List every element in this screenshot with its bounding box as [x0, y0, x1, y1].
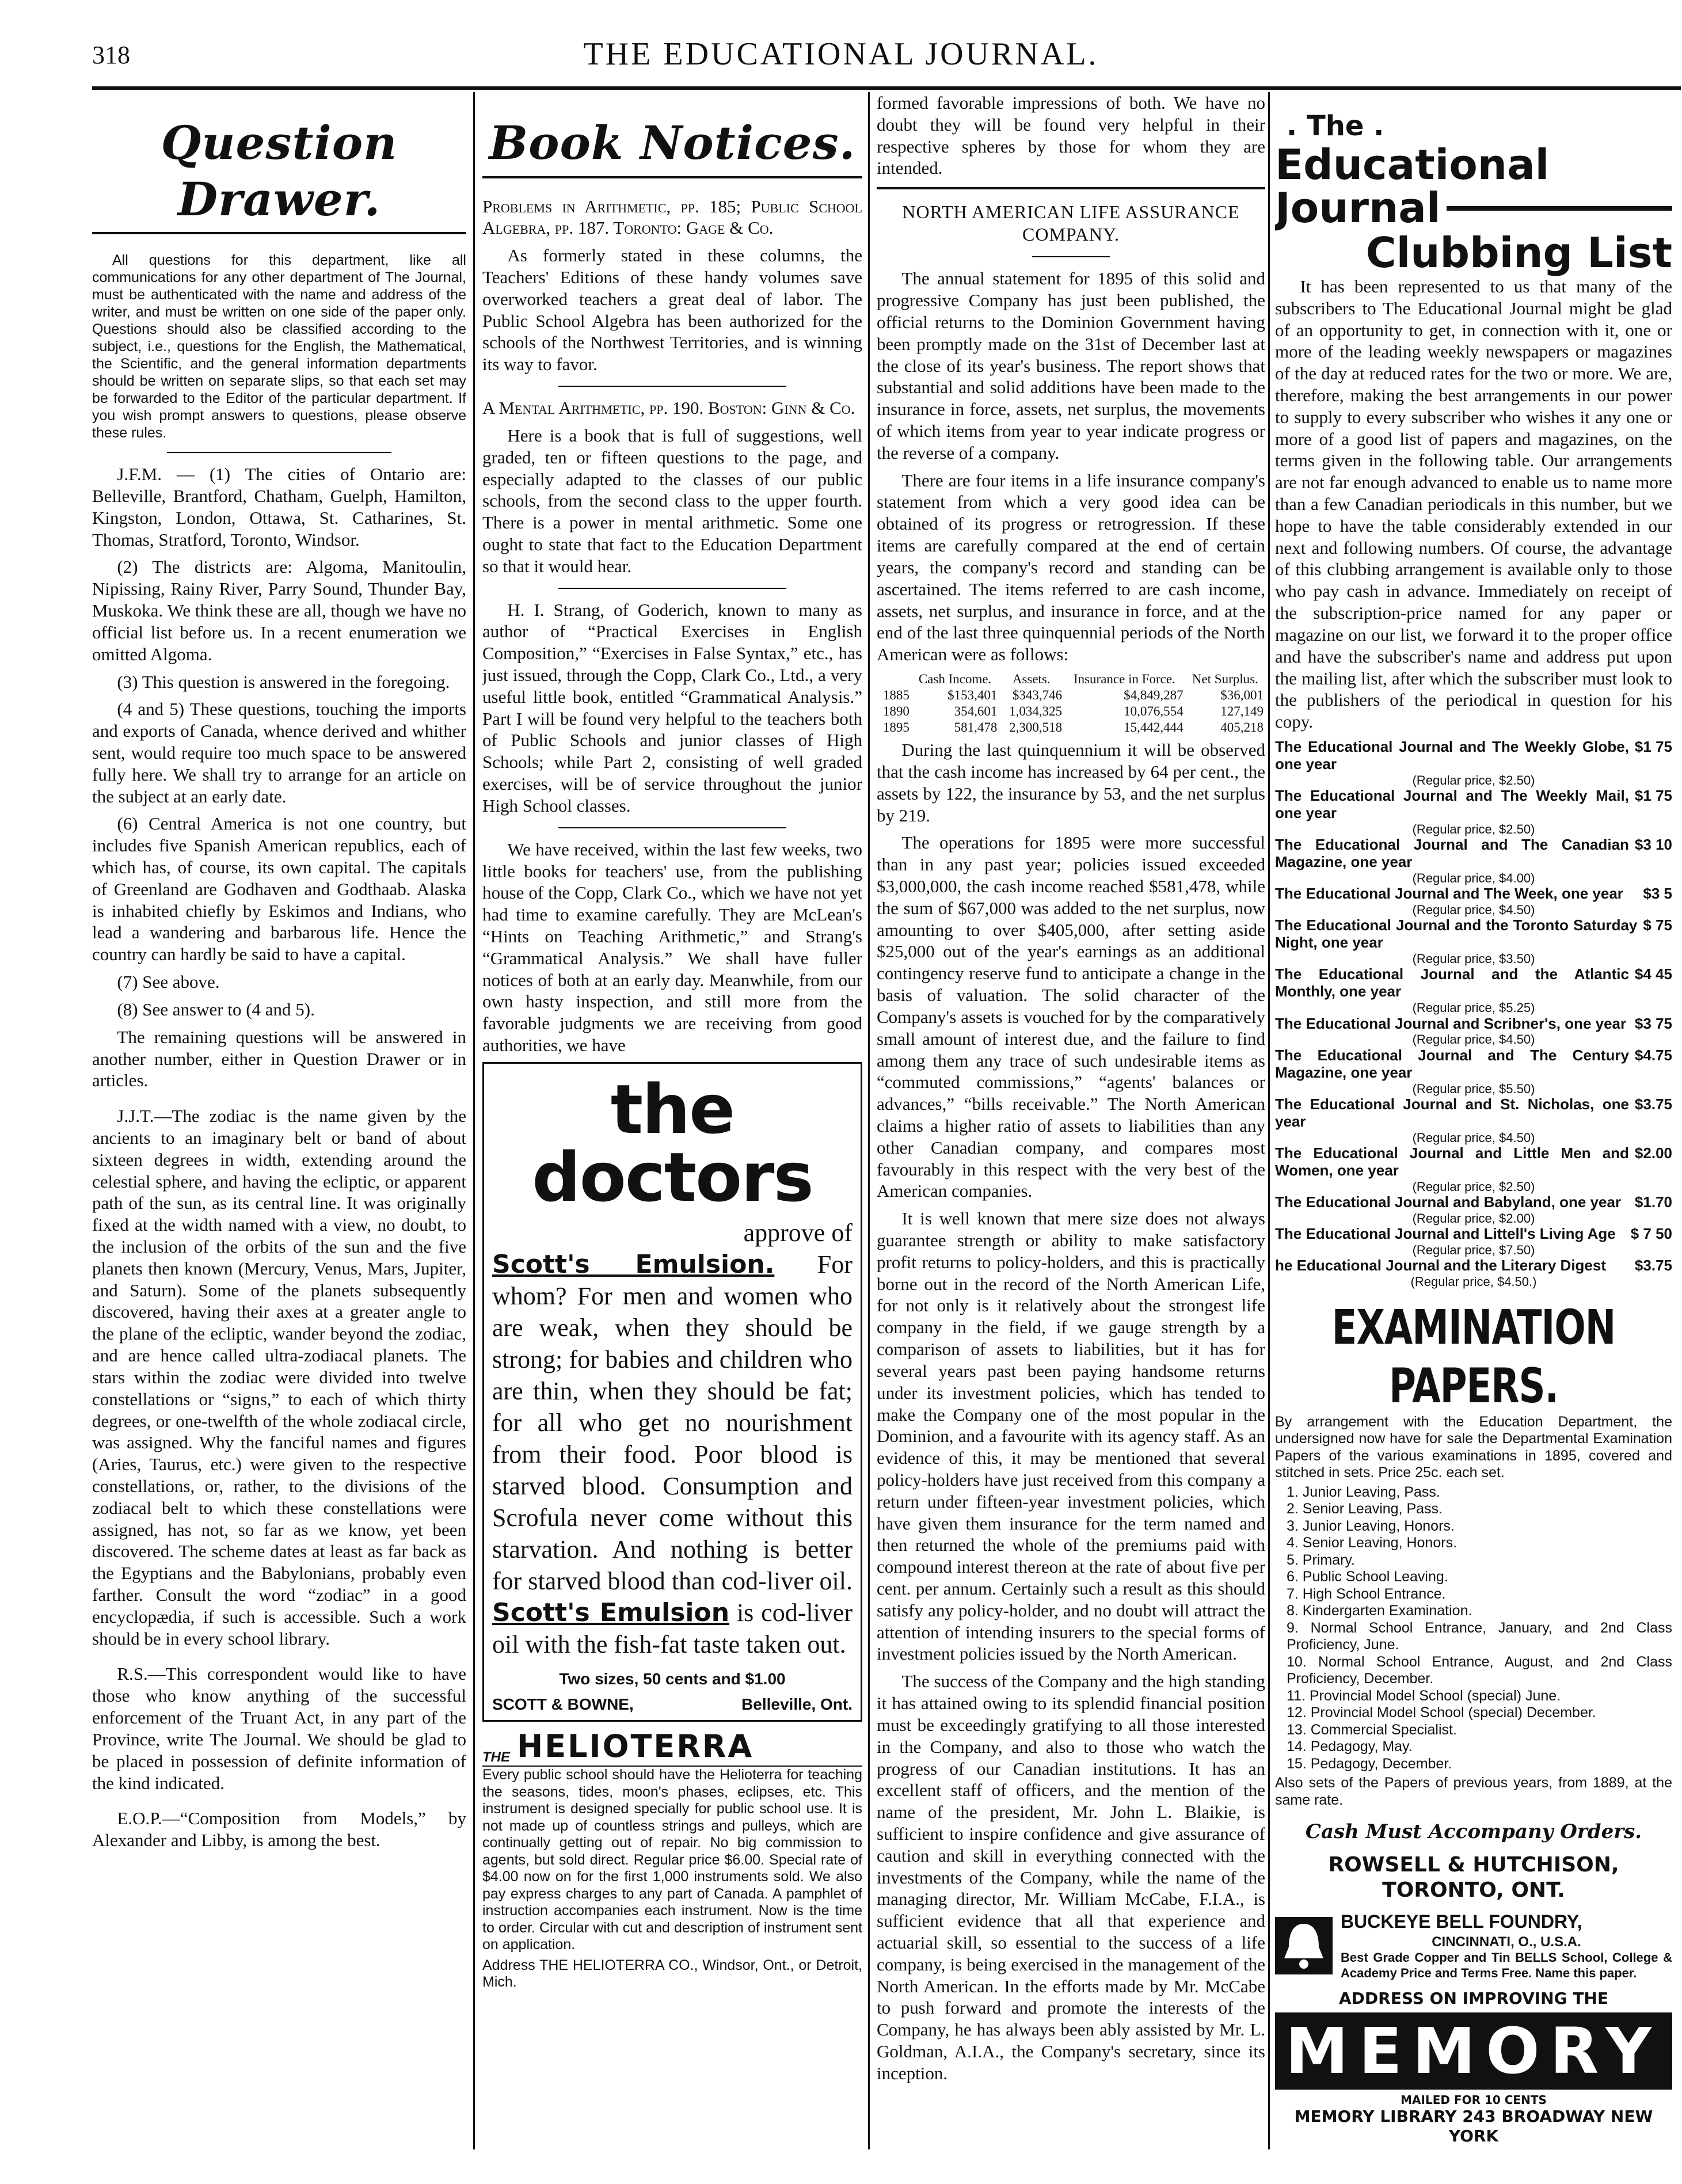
answer-paragraph: (2) The districts are: Algoma, Manitoulin, Nipissing, Rainy River, Parry Sound, Thunder Bay, Muskoka. We think these are all, though we have no official list before us. In a recent enumeration we omitted Algoma.: [92, 557, 466, 664]
helio-address: Address THE HELIOTERRA CO., Windsor, Ont., or Detroit, Mich.: [482, 1957, 862, 1991]
club-item-price: $1.70: [1634, 1193, 1672, 1211]
table-cell: $153,401: [947, 687, 998, 702]
buckeye-ad: [1275, 1911, 1672, 1981]
club-item-price: $3.75: [1634, 1095, 1672, 1113]
table-cell: 354,601: [954, 704, 998, 719]
exam-item: 4. Senior Leaving, Honors.: [1287, 1535, 1458, 1551]
club-item-name: The Educational Journal and The Weekly Globe, one year: [1275, 737, 1629, 773]
club-list: [1275, 739, 1672, 1289]
answer-paragraph: (4 and 5) These questions, touching the imports and exports of Canada, whence derived and whither sent, would require too much space to be answered fully here. We shall try to arrange for an article on the subject at an early date.: [92, 699, 466, 806]
column-divider: [473, 92, 475, 2149]
table-header: Insurance in Force.: [1073, 671, 1175, 686]
question-drawer-column: [92, 92, 466, 2149]
table-cell: 127,149: [1220, 704, 1264, 719]
club-title-1: Educational: [1275, 140, 1550, 189]
club-item: [1275, 917, 1672, 966]
answer-paragraph: (7) See above.: [117, 972, 220, 992]
nal-paragraphs: [877, 739, 1265, 2084]
exam-item: 15. Pedagogy, December.: [1287, 1755, 1452, 1772]
exam-intro: By arrangement with the Education Department, the undersigned now have for sale the Departmental Examination Papers of the various examinations in 1895, covered and stitched in sets. Price 25c. each set.: [1275, 1413, 1672, 1481]
table-header: Net Surplus.: [1192, 671, 1258, 686]
nal-paragraph: The operations for 1895 were more successful than in any past year; policies issued exceeded $3,000,000, the cash income reached $581,478, while the sum of $67,000 was added to the net surplus, now amounting to over $405,000, after setting aside $25,000 out of the year's earnings as an additional contingency reserve fund to anticipate a change in the basis of valuation. The solid character of the Company's assets is vouched for by the comparatively small amount of interest due, and the failure to find among them any trace of such undesirable items as “commuted commissions,” “agents' balances or advances,” “bills receivable.” The North American claims a higher ratio of assets to liabilities than any other Canadian company, and compares most favourably in this respect with the very best of the American companies.: [877, 832, 1265, 1201]
nal-paragraph: It is well known that mere size does not always guarantee strength or ability to make satisfactory profit returns to policy-holders, and this is practically borne out in the record of the North American Life, for not only is it relatively about the strongest life company in the field, if we gauge strength by a comparison of assets to liabilities, but it has for several years past been paying handsome returns under its investment policies, which has tended to make the Company one of the most popular in the Dominion, and a favourite with its agency staff. As an evidence of this, it may be mentioned that several policy-holders have just received from this company a return under fifteen-year investment policies, which have given them insurance for the term named and then returned the whole of the premiums paid with compound interest thereon at the rate of about five per cent. per annum. Certainly such a result as this should satisfy any policy-holder, and no doubt will attract the attention of intending insurers to the special forms of investment policies issued by the North American.: [877, 1208, 1265, 1664]
table-row: [877, 687, 1265, 703]
club-item-name: The Educational Journal and Scribner's, one year: [1275, 1014, 1627, 1032]
column-divider: [868, 92, 870, 2149]
table-header: Cash Income.: [918, 671, 992, 686]
divider: [167, 452, 391, 453]
club-item-price: $1 75: [1634, 787, 1672, 805]
exam-title: EXAMINATION PAPERS.: [1331, 1300, 1616, 1414]
question-drawer-notice: All questions for this department, like all communications for any other department of The Journal, must be authenticated with the name and address of the writer, and must be written on one side of the paper only. Questions should also be classified according to the subject, i.e., questions for the English, the Mathematical, the Scientific, and the general information departments should be written on separate slips, so that each set may be forwarded to the Editor of the particular department. If you wish prompt answers to questions, please observe these rules.: [92, 252, 466, 442]
nal-paragraph: The success of the Company and the high standing it has attained owing to its splendid financial position must be exceedingly gratifying to all those interested in the Company, and also to those who watch the progress of our Canadian institutions. It has an excellent staff of officers, and the mention of the name of the president, Mr. John L. Blaikie, is sufficient to inspire confidence and give assurance of caution and skill in everything connected with the investments of the Company, while the name of the managing director, Mr. William McCabe, F.I.A., is sufficient evidence that all that experience and actuarial skill, so essential to the success of a life company, is being exercised in the management of the North American. In the efforts made by Mr. McCabe to push forward and promote the interests of the Company, he has always been ably assisted by Mr. L. Goldman, A.I.A., the Company's secretary, since its inception.: [877, 1671, 1265, 2083]
table-cell: 405,218: [1220, 720, 1264, 735]
running-title: THE EDUCATIONAL JOURNAL.: [583, 36, 1099, 72]
club-item: [1275, 1145, 1672, 1194]
answer-paragraph: J.F.M. — (1) The cities of Ontario are: Belleville, Brantford, Chatham, Guelph, Hamilton, Kingston, London, Ottawa, St. Catharines, St. Thomas, Stratford, Toronto, Windsor.: [92, 464, 466, 550]
club-item-name: The Educational Journal and St. Nicholas, one year: [1275, 1095, 1629, 1130]
book1-title: Problems in Arithmetic, pp. 185; Public School Algebra, pp. 187. Toronto: Gage & Co.: [482, 196, 862, 238]
club-item-price: $ 7 50: [1630, 1225, 1672, 1243]
club-item-name: he Educational Journal and the Literary Digest: [1275, 1257, 1607, 1274]
club-item-name: The Educational Journal and The Weekly Mail, one year: [1275, 787, 1629, 821]
table-cell: 15,442,444: [1124, 720, 1184, 735]
table-cell: $36,001: [1220, 687, 1264, 702]
club-item-regular-price: (Regular price, $5.50): [1412, 1081, 1535, 1096]
club-item-regular-price: (Regular price, $3.50): [1412, 952, 1535, 967]
buckeye-place: CINCINNATI, O., U.S.A.: [1432, 1934, 1581, 1950]
answer-paragraph: (3) This question is answered in the foregoing.: [117, 671, 450, 692]
club-item: [1275, 787, 1672, 836]
club-item-regular-price: (Regular price, $2.00): [1412, 1211, 1535, 1226]
exam-outro: Also sets of the Papers of previous years, from 1889, at the same rate.: [1275, 1775, 1672, 1808]
answer-paragraph: (6) Central America is not one country, but includes five Spanish American republics, each of which has, of course, its own capital. The capitals of Greenland are Godhaven and Godthaab. Alaska is inhabited chiefly by Eskimos and Indians, who lead a wandering and barbarous life. Hence the country can hardly be said to have a capital.: [92, 813, 466, 965]
club-item-regular-price: (Regular price, $4.50): [1412, 903, 1535, 918]
exam-item: 3. Junior Leaving, Honors.: [1287, 1517, 1455, 1534]
club-item-price: $1 75: [1634, 737, 1672, 755]
book3-text: H. I. Strang, of Goderich, known to many as author of “Practical Exercises in English Composition,” “Exercises in False Syntax,” etc., has just issued, through the Copp, Clark Co., Ltd., a very useful little book, entitled “Grammatical Analysis.” Part I will be found very helpful to the teachers both of Public Schools and junior classes of High Schools; while Part 2, consisting of well graded exercises, will be of service throughout the junior High School classes.: [482, 599, 862, 816]
financial-table: [877, 671, 1265, 736]
club-title-3: Clubbing List: [1365, 228, 1672, 277]
book-notices-title: Book Notices.: [482, 115, 862, 178]
cash-notice: Cash Must Accompany Orders.: [1305, 1820, 1642, 1844]
book4-text: We have received, within the last few weeks, two little books for teachers' use, from the publishing house of the Copp, Clark Co., which we have not yet had time to examine carefully. They are McLean's “Hints on Teaching Arithmetic,” and Strang's “Grammatical Analysis.” We shall have fuller notices of both at an early day. Meanwhile, from our own hasty inspection, and still more from the favorable judgments we are receiving from good authorities, we have: [482, 839, 862, 1056]
table-row: [877, 703, 1265, 720]
memory-bottom: MEMORY LIBRARY 243 BROADWAY NEW YORK: [1294, 2107, 1653, 2146]
ad-text-2: is cod-liver oil with the fish-fat taste taken out.: [492, 1598, 853, 1658]
table-cell: $343,746: [1012, 687, 1063, 702]
club-item: [1275, 836, 1672, 885]
exam-item: 14. Pedagogy, May.: [1287, 1738, 1413, 1755]
answer-paragraph: E.O.P.—“Composition from Models,” by Alexander and Libby, is among the best.: [92, 1808, 466, 1851]
ad-line1: approve of: [743, 1218, 853, 1247]
exam-item: 12. Provincial Model School (special) December.: [1287, 1704, 1596, 1721]
club-item: [1275, 1226, 1672, 1257]
exam-item: 1. Junior Leaving, Pass.: [1287, 1483, 1440, 1500]
club-title-2: Journal: [1275, 184, 1441, 233]
answer-paragraph: (8) See answer to (4 and 5).: [117, 999, 315, 1019]
ad-maker: SCOTT & BOWNE,: [492, 1695, 634, 1713]
nal-paragraph: During the last quinquennium it will be observed that the cash income has increased by 64 per cent., the assets by 122, the insurance by 53, and the net surplus by 219.: [877, 740, 1265, 825]
north-american-column: [877, 92, 1265, 2149]
club-intro: It has been represented to us that many of the subscribers to The Educational Journal might be glad of an opportunity to get, in connection with it, one or more of the leading weekly newspapers or magazines of the day at reduced rates for the two or more. We are, therefore, making the best arrangements in our power to supply to every subscriber who wishes it any one or more of a good list of papers and magazines, on the terms given in the following table. Our arrangements are not far enough advanced to enable us to name more than a few Canadian periodicals in this number, but we hope to have the table considerably extended in our next and following numbers. Of course, the advantage of this clubbing arrangement is available only to those who pay cash in advance. Immediately on receipt of the subscription-price named for any paper or magazine on our list, we forward it to the proper office and have the subscriber's name and address put upon the mailing list, after which the subscriber must look to the publishers of the periodical in question for his copy.: [1275, 276, 1672, 732]
club-item-regular-price: (Regular price, $4.50.): [1410, 1274, 1537, 1289]
ad-place: Belleville, Ont.: [741, 1695, 853, 1713]
exam-item: 2. Senior Leaving, Pass.: [1287, 1501, 1443, 1517]
lead-in-text: formed favorable impressions of both. We have no doubt they will be found very helpful in their respective spheres by those for whom they are intended.: [877, 93, 1265, 178]
club-item-name: The Educational Journal and Babyland, one year: [1275, 1193, 1622, 1211]
club-item: [1275, 966, 1672, 1015]
north-american-title: NORTH AMERICAN LIFE ASSURANCE COMPANY.: [902, 201, 1240, 245]
title-rule: [1447, 206, 1672, 211]
table-cell: 1895: [882, 720, 910, 735]
page-number: 318: [92, 41, 130, 69]
club-item-name: The Educational Journal and Little Men and Women, one year: [1275, 1144, 1629, 1179]
table-cell: 2,300,518: [1009, 720, 1063, 735]
exam-item: 13. Commercial Specialist.: [1287, 1721, 1457, 1738]
table-cell: $4,849,287: [1124, 687, 1184, 702]
answer-paragraph: J.J.T.—The zodiac is the name given by the ancients to an imaginary belt or band of about sixteen degrees in width, extending around the celestial sphere, and having the ecliptic, or apparent path of the sun, as its central line. It was originally fixed at the width named with a view, no doubt, to the inclusion of the orbits of the sun and the five planets then known (Mercury, Venus, Mars, Jupiter, and Saturn). Some of the planets subsequently discovered, having their axes at a greater angle to the plane of the ecliptic, wander beyond the zodiac, and are hence called ultra-zodiacal planets. The stars within the zodiac were divided into twelve constellations or “signs,” to each of which thirty degrees, or one-twelfth of the whole zodiacal circle, was assigned. Why the fanciful names and figures (Aries, Taurus, etc.) were given to the respective constellations, or, rather, to the divisions of the zodiacal belt to which these constellations were assigned, has not, so far as we know, yet been discovered. The scheme dates at least as far back as the Egyptians and the Babylonians, probably even farther. Consult the word “zodiac” in a good encyclopædia, if such is accessible. Such a work should be in every school library.: [92, 1106, 466, 1649]
club-item-name: The Educational Journal and The Canadian Magazine, one year: [1275, 836, 1629, 871]
book-notices-column: [482, 92, 862, 2149]
ad-headline: the doctors: [532, 1069, 813, 1217]
club-item-regular-price: (Regular price, $5.25): [1412, 1000, 1535, 1015]
buckeye-text: Best Grade Copper and Tin BELLS School, College & Academy Price and Terms Free. Name this paper.: [1341, 1950, 1672, 1980]
header-rule: [92, 86, 1681, 90]
club-item-name: The Educational Journal and The Century Magazine, one year: [1275, 1046, 1629, 1081]
club-item-regular-price: (Regular price, $4.00): [1412, 870, 1535, 885]
ad-brand: Scott's Emulsion.: [492, 1249, 775, 1279]
club-item-price: $4 45: [1634, 965, 1672, 983]
table-cell: 1890: [882, 704, 910, 719]
divider: [558, 827, 786, 828]
club-item-regular-price: (Regular price, $2.50): [1412, 773, 1535, 787]
book2-title: A Mental Arithmetic, pp. 190. Boston: Ginn & Co.: [482, 398, 855, 418]
club-item-regular-price: (Regular price, $2.50): [1412, 821, 1535, 836]
buckeye-title: BUCKEYE BELL FOUNDRY,: [1341, 1911, 1582, 1932]
club-item-name: The Educational Journal and the Toronto Saturday Night, one year: [1275, 916, 1638, 952]
table-cell: 10,076,554: [1124, 704, 1184, 719]
nal-para-2: There are four items in a life insurance company's statement from which a very good idea can be obtained of its progress or retrogression. If these items are carefully compared at the end of certain years, the company's record and standing can be ascertained. The items referred to are cash income, assets, net surplus, and insurance in force, and at the end of the last three quinquennial periods of the North American were as follows:: [877, 470, 1265, 665]
bell-icon: [1275, 1917, 1333, 1974]
exam-item: 5. Primary.: [1287, 1551, 1355, 1568]
club-item-name: The Educational Journal and The Week, one year: [1275, 885, 1623, 903]
club-item: [1275, 1194, 1672, 1226]
exam-item: 10. Normal School Entrance, August, and 2nd Class Proficiency, December.: [1287, 1653, 1672, 1687]
club-item: [1275, 1257, 1672, 1289]
club-item: [1275, 1096, 1672, 1145]
scott-emulsion-ad: [482, 1062, 862, 1722]
table-header: Assets.: [1012, 671, 1051, 686]
club-item-name: The Educational Journal and Littell's Living Age: [1275, 1225, 1616, 1243]
divider: [1032, 256, 1110, 257]
table-cell: 1,034,325: [1009, 704, 1063, 719]
club-item-regular-price: (Regular price, $4.50): [1412, 1032, 1535, 1047]
divider: [558, 386, 786, 387]
table-cell: 1885: [882, 687, 910, 702]
nal-para-1: The annual statement for 1895 of this solid and progressive Company has just been published, the official returns to the Dominion Government having been promptly made on the 31st of December last at the close of its year's business. The report shows that substantial and solid additions have been made to the insurance in force, assets, net surplus, the movements of which items from year to year indicate progress or the reverse of a company.: [877, 268, 1265, 463]
helio-the: THE: [482, 1749, 510, 1765]
memory-top: ADDRESS ON IMPROVING THE: [1339, 1989, 1608, 2008]
club-item-price: $3 10: [1634, 836, 1672, 854]
book1-text: As formerly stated in these columns, the Teachers' Editions of these handy volumes save overworked teachers a great deal of labor. The Public School Algebra has been authorized for the schools of the Northwest Territories, and is winning its way to favor.: [482, 245, 862, 375]
club-item-regular-price: (Regular price, $7.50): [1412, 1243, 1535, 1258]
club-item: [1275, 1015, 1672, 1047]
exam-item: 9. Normal School Entrance, January, and 2nd Class Proficiency, June.: [1287, 1619, 1672, 1653]
helio-title: HELIOTERRA: [517, 1728, 754, 1765]
divider: [558, 588, 786, 589]
club-item-price: $ 75: [1643, 916, 1672, 934]
clubbing-list-column: [1275, 92, 1672, 2149]
ad-brand-2: Scott's Emulsion: [492, 1597, 730, 1627]
club-item-price: $3.75: [1634, 1257, 1672, 1274]
helio-text: Every public school should have the Helioterra for teaching the seasons, tides, moon's phases, eclipses, etc. This instrument is designed specially for public school use. It is not made up of countless strings and pulleys, which are continually getting out of repair. No big commission to agents, but sold direct. Regular price $6.00. Special rate of $4.00 now on for the first 1,000 instruments sold. We also pay express charges to any part of Canada. A pamphlet of instruction accompanies each instrument. Now is the time to order. Circular with cut and description of instrument sent on application.: [482, 1767, 862, 1953]
rowsell-hutchison: ROWSELL & HUTCHISON, TORONTO, ONT.: [1328, 1852, 1619, 1902]
ad-sizes: Two sizes, 50 cents and $1.00: [559, 1669, 786, 1688]
club-item-regular-price: (Regular price, $4.50): [1412, 1130, 1535, 1145]
club-item-price: $4.75: [1634, 1046, 1672, 1064]
exam-item: 11. Provincial Model School (special) June.: [1287, 1687, 1561, 1704]
memory-word: MEMORY: [1275, 2012, 1672, 2090]
club-the: . The .: [1287, 110, 1384, 142]
answer-paragraph: The remaining questions will be answered in another number, either in Question Drawer or in articles.: [92, 1026, 466, 1091]
exam-item: 7. High School Entrance.: [1287, 1585, 1446, 1602]
club-item-price: $2.00: [1634, 1144, 1672, 1162]
table-row: [877, 720, 1265, 736]
club-item-name: The Educational Journal and the Atlantic Monthly, one year: [1275, 965, 1629, 1000]
answer-paragraph: R.S.—This correspondent would like to have those who know anything of the successful enforcement of the Truant Act, in any part of the Province, write The Journal. We should be glad to be placed in possession of definite information of the kind indicated.: [92, 1664, 466, 1793]
ad-body: [492, 1217, 853, 1660]
exam-list: [1287, 1484, 1672, 1773]
memory-ad: [1275, 1989, 1672, 2146]
club-item: [1275, 1047, 1672, 1096]
table-cell: 581,478: [954, 720, 998, 735]
club-item-price: $3 5: [1643, 885, 1672, 903]
book2-text: Here is a book that is full of suggestions, well graded, ten or fifteen questions to the page, and especially adapted to the classes of our public schools, from the second class to the upper fourth. There is a power in mental arithmetic. Some one ought to state that fact to the Education Department so that it would hear.: [482, 425, 862, 576]
club-item: [1275, 885, 1672, 917]
exam-item: 8. Kindergarten Examination.: [1287, 1603, 1472, 1619]
club-item: [1275, 739, 1672, 787]
question-drawer-title: Question Drawer.: [92, 115, 466, 234]
club-item-regular-price: (Regular price, $2.50): [1412, 1179, 1535, 1194]
question-answers: [92, 463, 466, 1851]
exam-item: 6. Public School Leaving.: [1287, 1569, 1448, 1585]
memory-mailed: MAILED FOR 10 CENTS: [1401, 2092, 1547, 2107]
column-divider: [1268, 92, 1270, 2149]
ad-text: For whom? For men and women who are weak, when they should be strong; for babies and children who are thin, when they should be fat; for all who get no nourishment from their food. Poor blood is starved blood. Consumption and Scrofula never come without this starvation. And nothing is better for starved blood than cod-liver oil.: [492, 1250, 853, 1595]
table-header: [877, 671, 911, 687]
helioterra-ad: [482, 1728, 862, 1991]
club-item-price: $3 75: [1634, 1014, 1672, 1032]
